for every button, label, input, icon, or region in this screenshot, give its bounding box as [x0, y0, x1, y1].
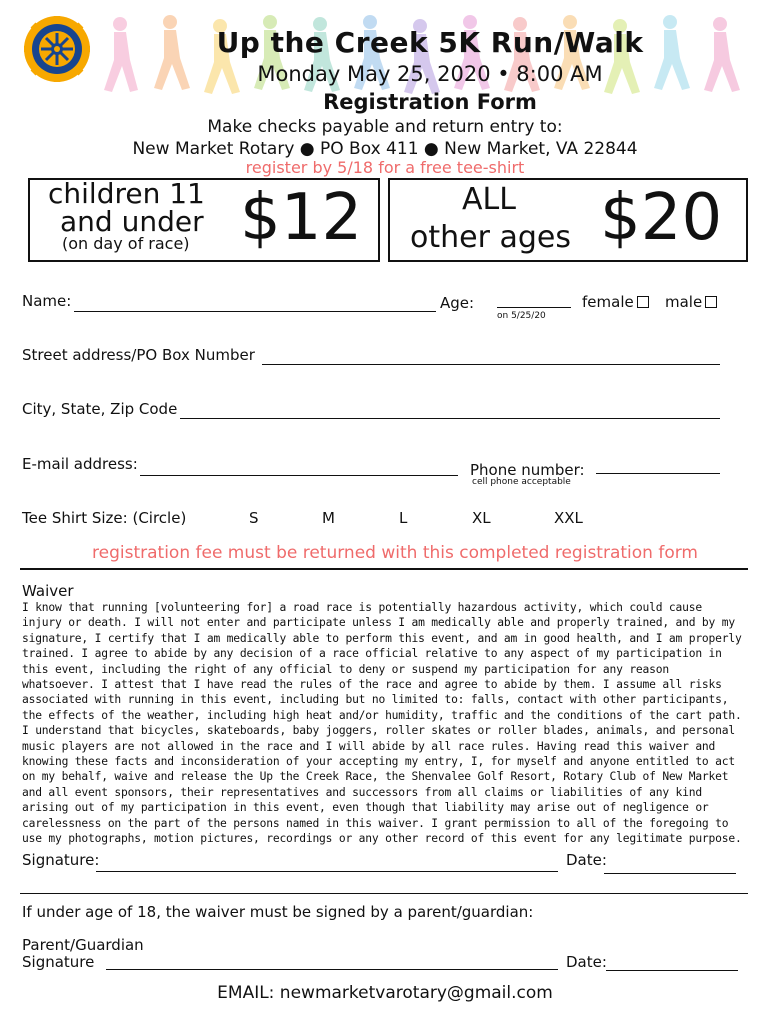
email-label: E-mail address: [22, 455, 138, 473]
adult-price: $20 [600, 181, 723, 255]
female-option[interactable] [582, 293, 649, 311]
waiver-title: Waiver [22, 582, 74, 600]
minor-note: If under age of 18, the waiver must be signed by a parent/guardian: [22, 903, 534, 921]
child-price-note: (on day of race) [62, 234, 190, 253]
form-title: Registration Form [323, 90, 537, 114]
size-option-xxl[interactable]: XXL [554, 509, 583, 527]
phone-note: cell phone acceptable [472, 477, 571, 487]
city-label: City, State, Zip Code [22, 400, 178, 418]
child-price: $12 [240, 181, 363, 255]
male-checkbox[interactable] [705, 296, 717, 308]
size-option-s[interactable]: S [249, 509, 259, 527]
mailing-address: New Market Rotary ● PO Box 411 ● New Market, VA 22844 [132, 139, 638, 159]
guardian-date-label: Date: [566, 953, 607, 971]
signature-date-label: Date: [566, 851, 607, 869]
section-divider [20, 893, 748, 894]
signature-label: Signature: [22, 851, 100, 869]
age-field[interactable] [497, 307, 571, 308]
checks-instructions: Make checks payable and return entry to: [207, 117, 563, 137]
female-label: female [582, 293, 634, 311]
fee-notice: registration fee must be returned with this completed registration form [92, 543, 698, 563]
contact-email[interactable]: EMAIL: newmarketvarotary@gmail.com [217, 983, 553, 1003]
city-field[interactable] [180, 418, 720, 419]
male-option[interactable] [665, 293, 717, 311]
child-price-line1: children 11 [48, 177, 205, 210]
waiver-text: I know that running [volunteering for] a road race is potentially hazardous activity, which could cause injury or death. I will not enter and participate unless I am medically able and properly trained, and by my signature, I certify that I am medically able to perform this event, and am in good health, and I am properly trained. I agree to abide by any decision of a race official relative to any aspect of my participation in this event, including the right of any official to deny or suspend my participation for any reason whatsoever. I attest that I have read the rules of the race and agree to abide by them. I assume all risks associated with running in this event, including but no limited to: falls, contact with other participants, the effects of the weather, including high heat and/or humidity, traffic and the conditions of the cart path. I understand that bicycles, skateboards, baby joggers, roller skates or roller blades, animals, and personal music players are not allowed in the race and I will abide by all race rules. Having read this waiver and knowing these facts and inconsideration of your accepting my entry, I, for myself and anyone entitled to act on my behalf, waive and release the Up the Creek Race, the Shenvalee Golf Resort, Rotary Club of New Market and all event sponsors, their representatives and successors from all claims or liabilities of any kind arising out of my participation in this event, even though that liability may arise out of negligence or carelessness on the part of the persons named in this waiver. I grant permission to all of the foregoing to use my photographs, motion pictures, recordings or any other record of this event for any legitimate purpose. [22, 601, 742, 846]
name-field[interactable] [74, 311, 436, 312]
event-date: Monday May 25, 2020 • 8:00 AM [257, 62, 603, 86]
event-title: Up the Creek 5K Run/Walk [216, 26, 644, 59]
phone-field[interactable] [596, 473, 720, 474]
female-checkbox[interactable] [637, 296, 649, 308]
age-label: Age: [440, 294, 475, 312]
child-price-line2: and under [60, 205, 204, 238]
adult-price-line2: other ages [410, 220, 571, 255]
street-label: Street address/PO Box Number [22, 346, 255, 364]
age-note: on 5/25/20 [497, 311, 546, 321]
size-option-m[interactable]: M [322, 509, 335, 527]
email-field[interactable] [140, 475, 458, 476]
tee-size-label: Tee Shirt Size: (Circle) [22, 509, 187, 527]
signature-field[interactable] [96, 871, 558, 872]
male-label: male [665, 293, 703, 311]
size-option-l[interactable]: L [399, 509, 408, 527]
guardian-label-1: Parent/Guardian [22, 936, 144, 954]
guardian-label-2: Signature [22, 953, 95, 971]
guardian-signature-field[interactable] [106, 969, 558, 970]
tee-shirt-promo: register by 5/18 for a free tee-shirt [245, 158, 525, 177]
signature-date-field[interactable] [604, 873, 736, 874]
size-option-xl[interactable]: XL [472, 509, 491, 527]
street-field[interactable] [262, 364, 720, 365]
guardian-date-field[interactable] [606, 970, 738, 971]
adult-price-line1: ALL [462, 182, 516, 217]
name-label: Name: [22, 292, 72, 310]
phone-label: Phone number: [470, 461, 585, 479]
